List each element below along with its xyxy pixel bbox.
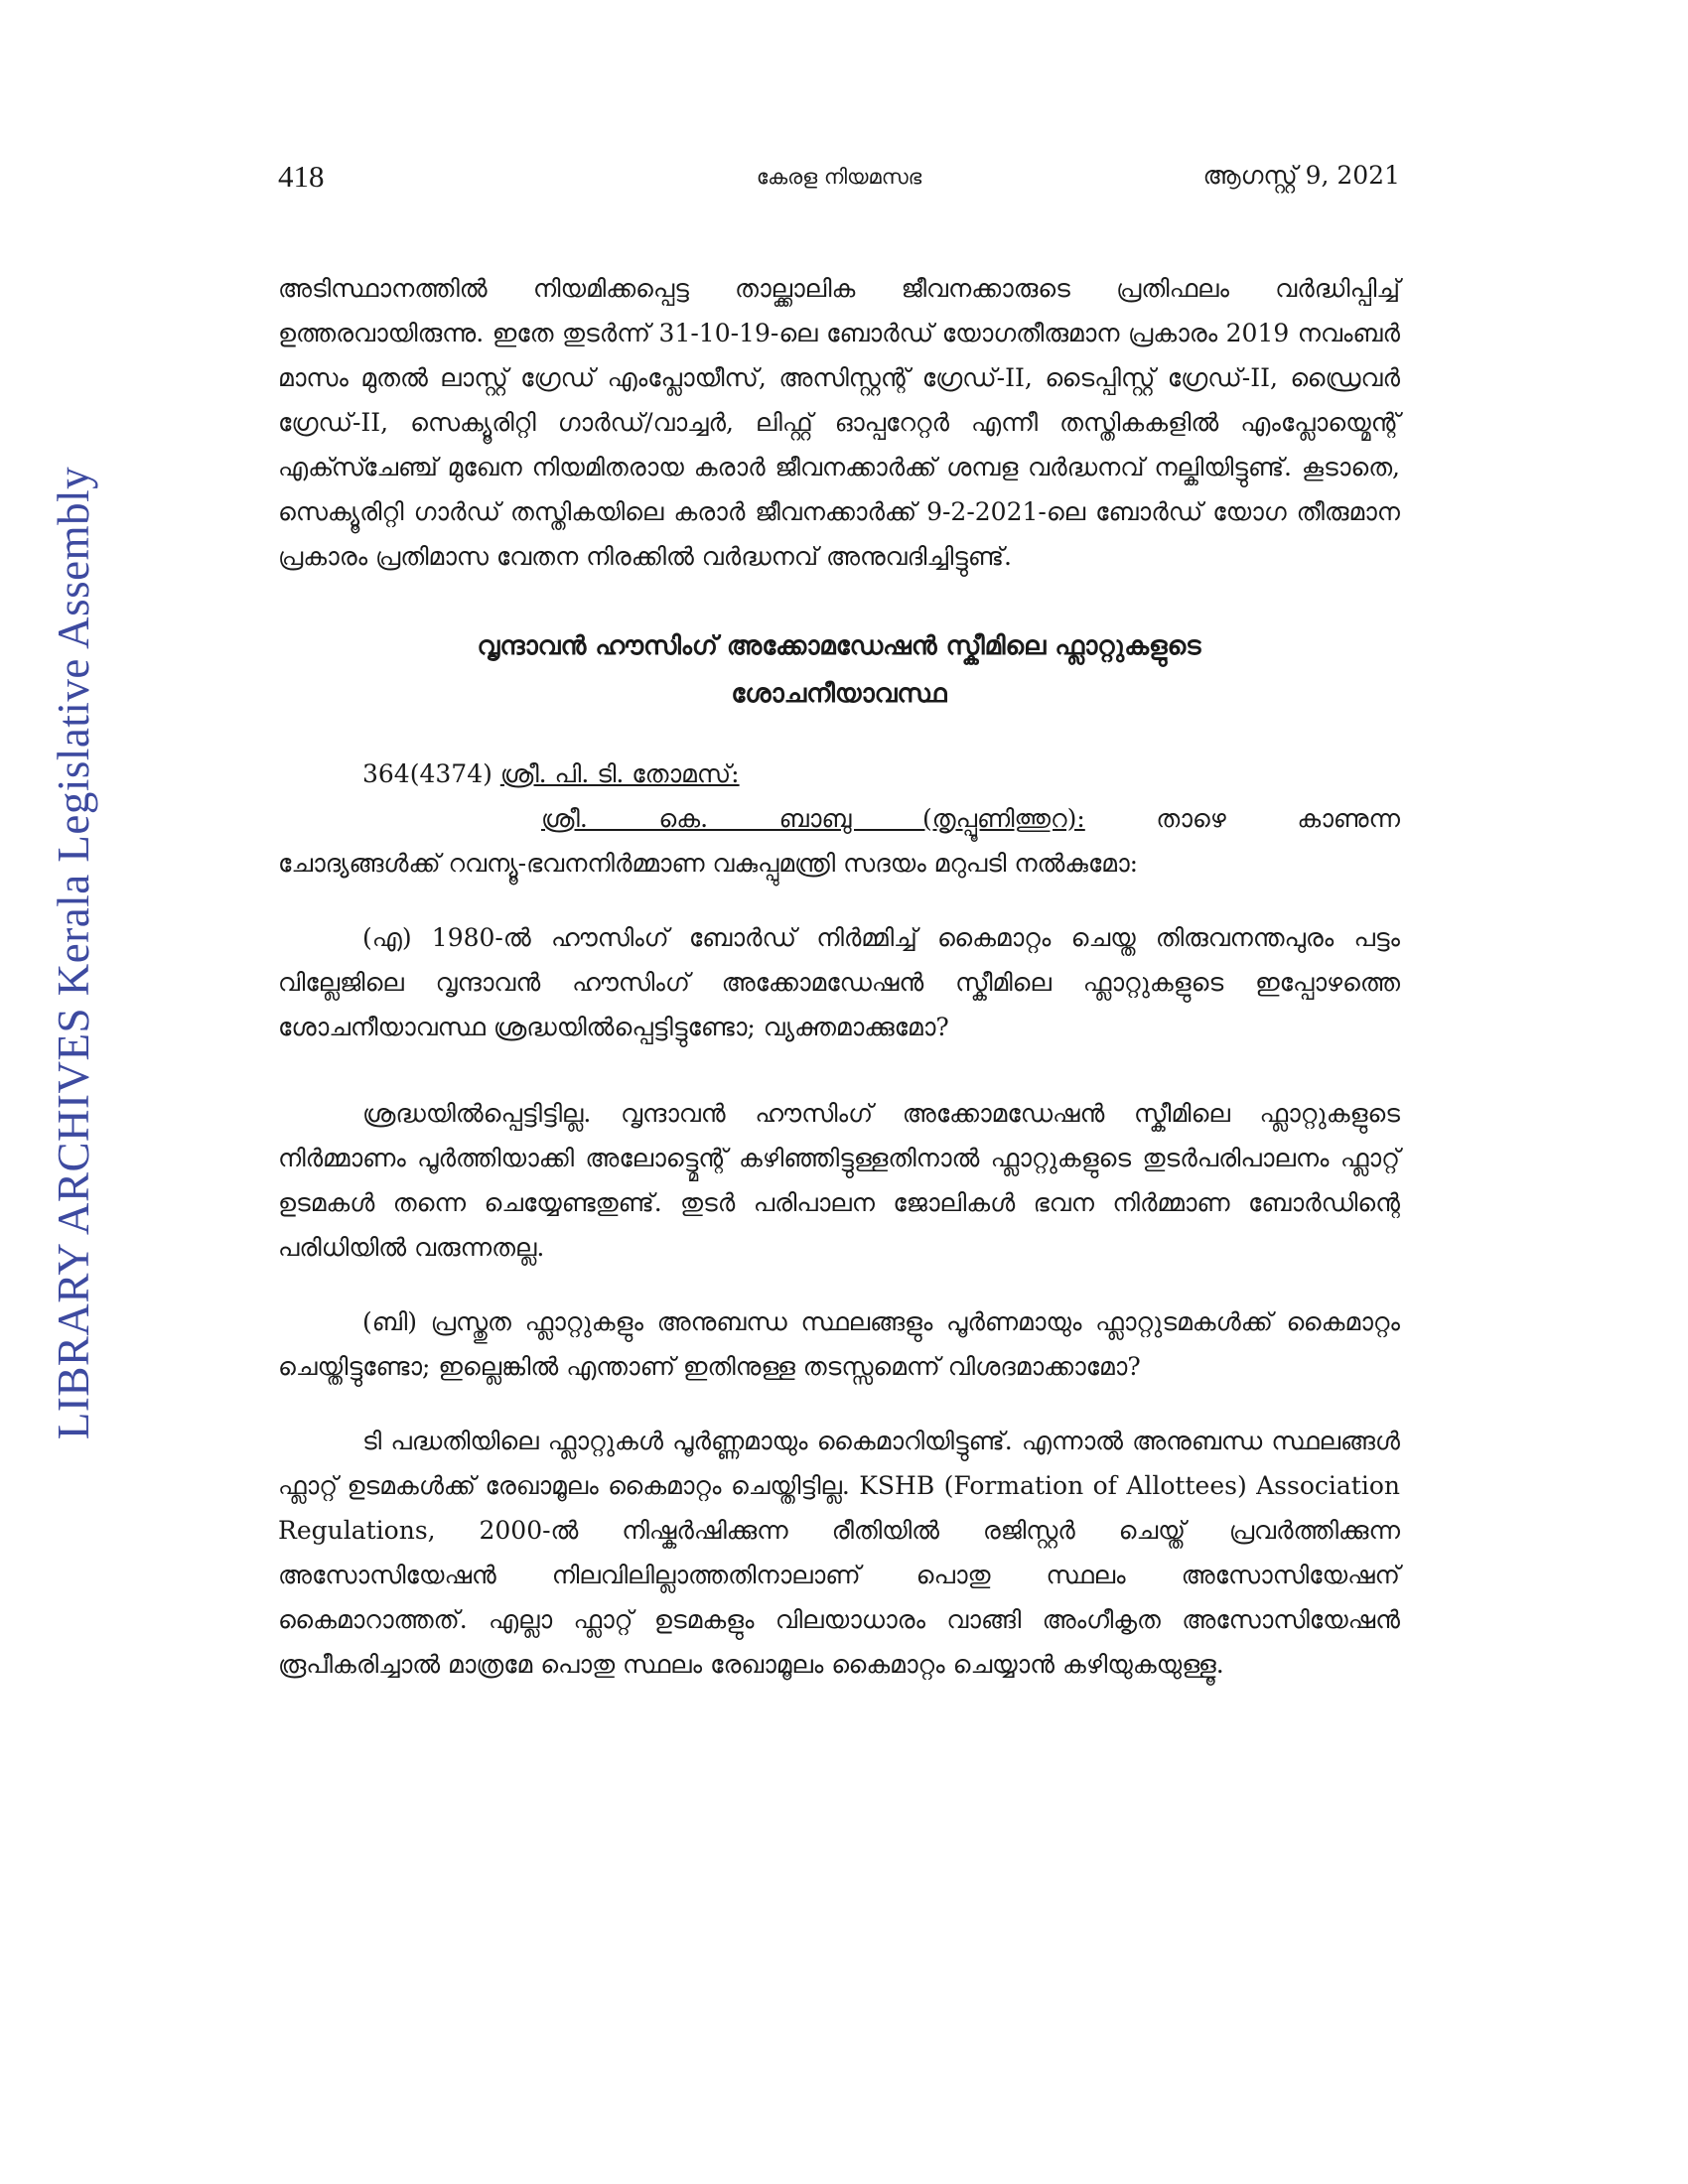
question-header [278,751,1400,886]
question-a: (എ) 1980-ൽ ഹൗസിംഗ് ബോർഡ് നിർമ്മിച്ച് കൈമാറ്റം ചെയ്ത തിരുവനന്തപുരം പട്ടം വില്ലേജിലെ വൃന്ദാവൻ ഹൗസിംഗ് അക്കോമഡേഷൻ സ്കീമിലെ ഫ്ലാറ്റുകളുടെ ഇപ്പോഴത്തെ ശോചനീയാവസ്ഥ ശ്രദ്ധയിൽപ്പെട്ടിട്ടുണ്ടോ; വ്യക്തമാക്കുമോ? [278,923,1400,1041]
question-second-line [278,796,1400,841]
member-line-trail: താഴെ കാണുന്ന [1156,804,1400,833]
question-intro: ചോദ്യങ്ങൾക്ക് റവന്യൂ-ഭവനനിർമ്മാണ വകുപ്പുമന്ത്രി സദയം മറുപടി നൽകുമോ: [278,849,1139,878]
page-header [278,159,1400,199]
member-name-1: ശ്രീ. പി. ടി. തോമസ്: [499,759,740,788]
archive-watermark: LIBRARY ARCHIVES Kerala Legislative Assembly [49,466,98,1440]
intro-paragraph: അടിസ്ഥാനത്തിൽ നിയമിക്കപ്പെട്ട താല്ക്കാലിക ജീവനക്കാരുടെ പ്രതിഫലം വർദ്ധിപ്പിച്ച് ഉത്തരവായിരുന്നു. ഇതേ തുടർന്ന് 31-10-19-ലെ ബോർഡ് യോഗതീരുമാന പ്രകാരം 2019 നവംബർ മാസം മുതൽ ലാസ്റ്റ് ഗ്രേഡ് എംപ്ലോയീസ്, അസിസ്റ്റന്റ് ഗ്രേഡ്-II, ടൈപ്പിസ്റ്റ് ഗ്രേഡ്-II, ഡ്രൈവർ ഗ്രേഡ്-II, സെക്യൂരിറ്റി ഗാർഡ്/വാച്ചർ, ലിഫ്റ്റ് ഓപ്പറേറ്റർ എന്നീ തസ്തികകളിൽ എംപ്ലോയ്മെന്റ് എക്സ്ചേഞ്ച് മുഖേന നിയമിതരായ കരാർ ജീവനക്കാർക്ക് ശമ്പള വർദ്ധനവ് നല്കിയിട്ടുണ്ട്. കൂടാതെ, സെക്യൂരിറ്റി ഗാർഡ് തസ്തികയിലെ കരാർ ജീവനക്കാർക്ക് 9-2-2021-ലെ ബോർഡ് യോഗ തീരുമാന പ്രകാരം പ്രതിമാസ വേതന നിരക്കിൽ വർദ്ധനവ് അനുവദിച്ചിട്ടുണ്ട്. [278,274,1400,571]
question-number: 364(4374) [362,759,492,788]
section-title-line-2: ശോചനീയാവസ്ഥ [731,679,947,709]
header-date: ആഗസ്റ്റ് 9, 2021 [1202,161,1400,190]
section-title-line-1: വൃന്ദാവൻ ഹൗസിംഗ് അക്കോമഡേഷൻ സ്കീമിലെ ഫ്ലാറ്റുകളുടെ [477,631,1201,661]
question-first-line [278,751,1400,796]
page-body [278,266,1400,1687]
answer-a: ശ്രദ്ധയിൽപ്പെട്ടിട്ടില്ല. വൃന്ദാവൻ ഹൗസിംഗ് അക്കോമഡേഷൻ സ്കീമിലെ ഫ്ലാറ്റുകളുടെ നിർമ്മാണം പൂർത്തിയാക്കി അലോട്ട്മെന്റ് കഴിഞ്ഞിട്ടുള്ളതിനാൽ ഫ്ലാറ്റുകളുടെ തുടർപരിപാലനം ഫ്ലാറ്റ് ഉടമകൾ തന്നെ ചെയ്യേണ്ടതുണ്ട്. തുടർ പരിപാലന ജോലികൾ ഭവന നിർമ്മാണ ബോർഡിന്റെ പരിധിയിൽ വരുന്നതല്ല. [278,1099,1400,1262]
question-b: (ബി) പ്രസ്തുത ഫ്ലാറ്റുകളും അനുബന്ധ സ്ഥലങ്ങളും പൂർണമായും ഫ്ലാറ്റുടമകൾക്ക് കൈമാറ്റം ചെയ്തിട്ടുണ്ടോ; ഇല്ലെങ്കിൽ എന്താണ് ഇതിനുള്ള തടസ്സമെന്ന് വിശദമാക്കാമോ? [278,1307,1400,1381]
member-name-2: ശ്രീ. കെ. ബാബു (തൃപ്പൂണിത്തുറ): [541,804,1085,833]
answer-b: ടി പദ്ധതിയിലെ ഫ്ലാറ്റുകൾ പൂർണ്ണമായും കൈമാറിയിട്ടുണ്ട്. എന്നാൽ അനുബന്ധ സ്ഥലങ്ങൾ ഫ്ലാറ്റ് ഉടമകൾക്ക് രേഖാമൂലം കൈമാറ്റം ചെയ്തിട്ടില്ല. KSHB (Formation of Allottees) Association Regulations, 2000-ൽ നിഷ്കർഷിക്കുന്ന രീതിയിൽ രജിസ്റ്റർ ചെയ്ത് പ്രവർത്തിക്കുന്ന അസോസിയേഷൻ നിലവിലില്ലാത്തതിനാലാണ് പൊതു സ്ഥലം അസോസിയേഷന് കൈമാറാത്തത്. എല്ലാ ഫ്ലാറ്റ് ഉടമകളും വിലയാധാരം വാങ്ങി അംഗീകൃത അസോസിയേഷൻ രൂപീകരിച്ചാൽ മാത്രമേ പൊതു സ്ഥലം രേഖാമൂലം കൈമാറ്റം ചെയ്യാൻ കഴിയുകയുള്ളൂ. [278,1427,1400,1679]
section-title [278,622,1400,718]
running-title: കേരള നിയമസഭ [756,165,922,189]
page-number: 418 [278,159,325,194]
